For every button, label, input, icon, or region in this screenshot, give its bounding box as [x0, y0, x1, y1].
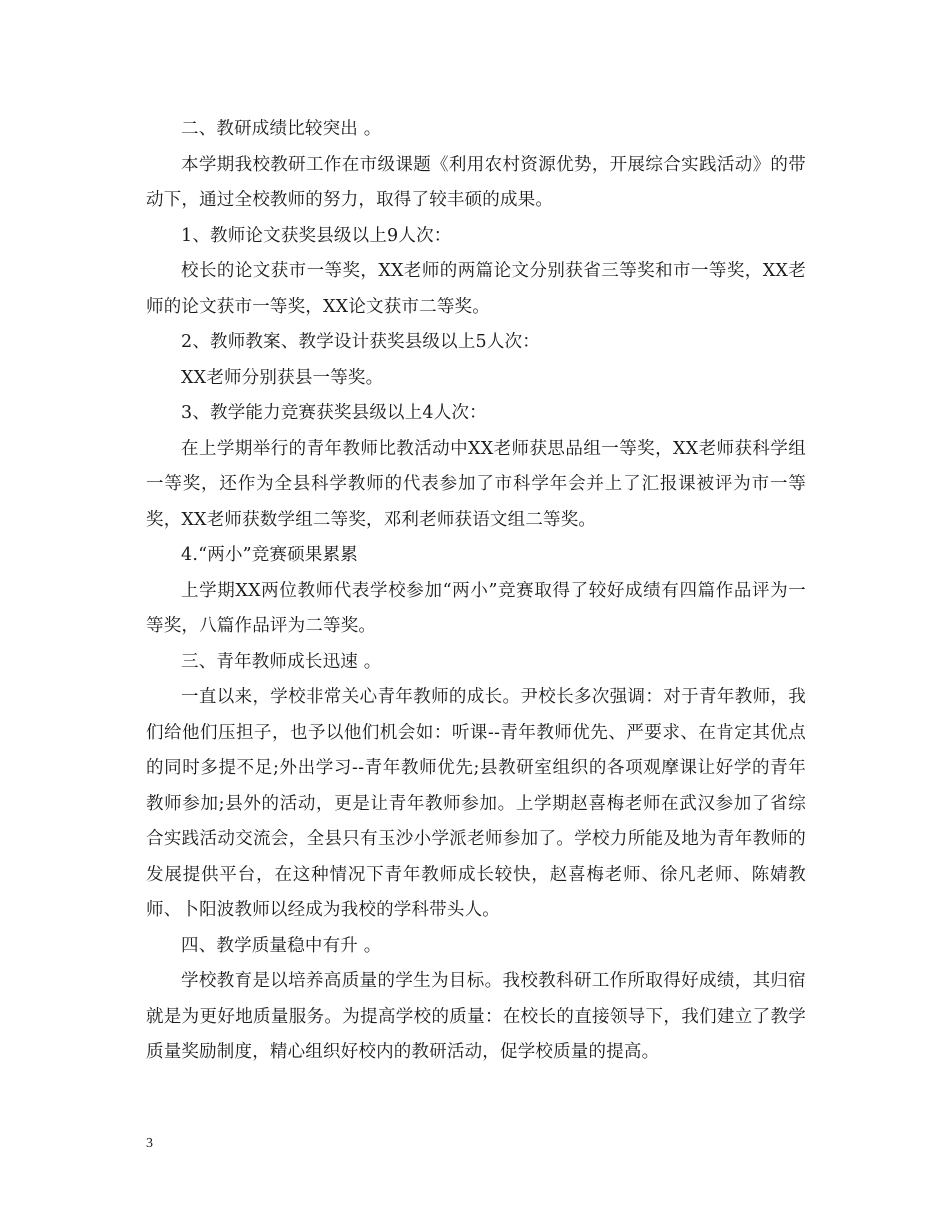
- section-heading: 四、教学质量稳中有升 。: [181, 935, 382, 956]
- document-body: [146, 112, 806, 1071]
- section-heading: 二、教研成绩比较突出 。: [181, 119, 382, 139]
- list-item-heading: 4.“两小”竞赛硕果累累: [181, 545, 358, 565]
- list-item-heading: 2、教师教案、教学设计获奖县级以上5人次：: [181, 332, 540, 352]
- paragraph: 本学期我校教研工作在市级课题《利用农村资源优势，开展综合实践活动》的带动下，通过全校教师的努力，取得了较丰硕的成果。: [146, 154, 806, 210]
- paragraph: XX老师分别获县一等奖。: [181, 367, 384, 388]
- paragraph: 上学期XX两位教师代表学校参加“两小”竞赛取得了较好成绩有四篇作品评为一等奖，八篇作品评为二等奖。: [146, 580, 806, 636]
- section-heading: 三、青年教师成长迅速 。: [181, 651, 382, 672]
- paragraph: 校长的论文获市一等奖，XX老师的两篇论文分别获省三等奖和市一等奖，XX老师的论文获市一等奖，XX论文获市二等奖。: [146, 261, 806, 317]
- paragraph: 一直以来，学校非常关心青年教师的成长。尹校长多次强调：对于青年教师，我们给他们压担子，也予以他们机会如：听课--青年教师优先、严要求、在肯定其优点的同时多提不足;外出学习--青年教师优先;县教研室组织的各项观摩课让好学的青年教师参加;县外的活动，更是让青年教师参加。上学期赵喜梅老师在武汉参加了省综合实践活动交流会，全县只有玉沙小学派老师参加了。学校力所能及地为青年教师的发展提供平台，在这种情况下青年教师成长较快，赵喜梅老师、徐凡老师、陈婧教师、卜阳波教师以经成为我校的学科带头人。: [146, 687, 806, 920]
- list-item-heading: 1、教师论文获奖县级以上9人次：: [181, 225, 452, 246]
- list-item-heading: 3、教学能力竞赛获奖县级以上4人次：: [181, 403, 487, 423]
- page-number: 3: [146, 1136, 153, 1151]
- paragraph: 学校教育是以培养高质量的学生为目标。我校教科研工作所取得好成绩，其归宿就是为更好地质量服务。为提高学校的质量：在校长的直接领导下，我们建立了教学质量奖励制度，精心组织好校内的教研活动，促学校质量的提高。: [146, 971, 806, 1062]
- paragraph: 在上学期举行的青年教师比教活动中XX老师获思品组一等奖，XX老师获科学组一等奖，还作为全县科学教师的代表参加了市科学年会并上了汇报课被评为市一等奖，XX老师获数学组二等奖，邓利老师获语文组二等奖。: [146, 438, 806, 530]
